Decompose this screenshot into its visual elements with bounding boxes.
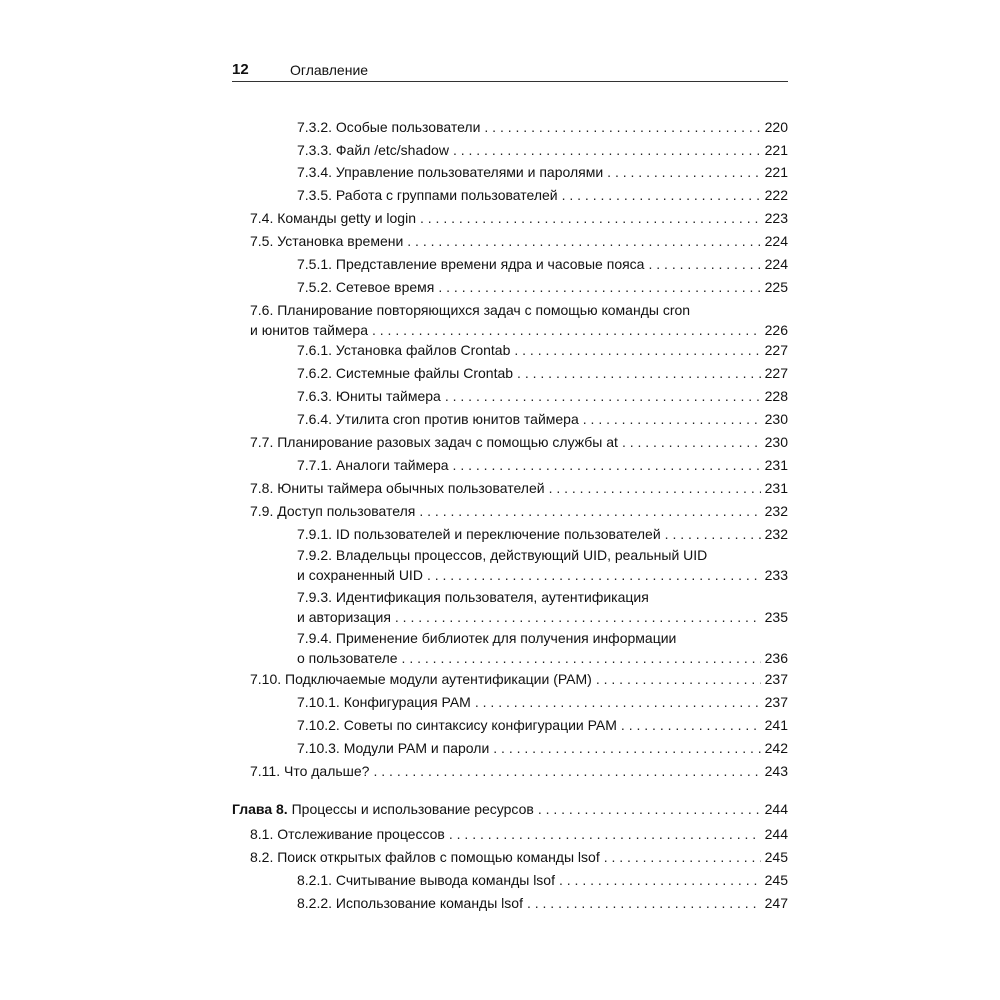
toc-entry-title-line1: 7.9.2. Владельцы процессов, действующий UID, реальный UID [297,547,708,563]
toc-entry-title-line1: 7.9.4. Применение библиотек для получения информации [297,630,677,646]
toc-page-number: 224 [764,256,788,272]
toc-entry-title: 8.2. Поиск открытых файлов с помощью команды lsof [250,849,600,865]
toc-entry [297,409,788,429]
toc-entry [250,501,788,521]
toc-entry [250,847,788,867]
toc-entry [297,162,788,182]
toc-entry [297,254,788,274]
toc-entry-title: и сохраненный UID [297,567,423,583]
toc-leader-dots [596,669,761,689]
toc-entry [297,524,788,544]
chapter-label: Глава 8. [232,801,288,817]
toc-leader-dots [604,847,761,867]
toc-page-number: 247 [764,895,788,911]
toc-leader-dots [493,738,760,758]
toc-leader-dots [621,715,761,735]
toc-entry-title: 7.6.4. Утилита cron против юнитов таймера [297,411,579,427]
toc-leader-dots [373,761,760,781]
toc-entry-title: 7.8. Юниты таймера обычных пользователей [250,480,545,496]
toc-entry [250,231,788,251]
chapter-title: Процессы и использование ресурсов [291,801,534,817]
toc-leader-dots [475,692,761,712]
toc-leader-dots [665,524,761,544]
toc-page-number: 244 [764,801,788,817]
toc-page-number: 227 [764,342,788,358]
toc-page-number: 224 [764,233,788,249]
toc-leader-dots [449,824,761,844]
toc-leader-dots [538,799,761,819]
toc-entry-title: 7.5. Установка времени [250,233,404,249]
toc-page-number: 221 [764,164,788,180]
toc-leader-dots [395,607,761,627]
toc-entry [297,715,788,735]
toc-entry [297,340,788,360]
toc-leader-dots [438,277,760,297]
toc-page-number: 230 [764,411,788,427]
toc-entry-title: 8.2.1. Считывание вывода команды lsof [297,872,555,888]
toc-entry [297,692,788,712]
toc-entry-title: 7.5.2. Сетевое время [297,279,435,295]
toc-page-number: 227 [764,365,788,381]
toc-leader-dots [407,231,760,251]
toc-leader-dots [484,117,760,137]
toc-page-number: 230 [764,434,788,450]
toc-entry-title: 8.1. Отслеживание процессов [250,826,445,842]
toc-entry [297,870,788,890]
toc-page-number: 245 [764,849,788,865]
toc-entry [297,738,788,758]
toc-entry-title-line1: 7.6. Планирование повторяющихся задач с помощью команды cron [250,302,691,318]
toc-entry [297,455,788,475]
running-title: Оглавление [290,62,369,78]
toc-page-number: 241 [764,717,788,733]
toc-entry [250,432,788,452]
toc-entry [297,893,788,913]
toc-entry [297,185,788,205]
toc-page-number: 236 [764,650,788,666]
toc-entry-title: 7.10.1. Конфигурация PAM [297,694,471,710]
toc-page-number: 233 [764,567,788,583]
toc-entry-title: 7.7. Планирование разовых задач с помощью службы at [250,434,618,450]
toc-leader-dots [420,208,761,228]
toc-entry-title: 7.10. Подключаемые модули аутентификации (PAM) [250,671,592,687]
toc-entry [297,140,788,160]
toc-page-number: 245 [764,872,788,888]
toc-page-number: 244 [764,826,788,842]
toc-entry [297,587,788,627]
toc-entry [250,208,788,228]
toc-entry [297,277,788,297]
toc-page-number: 237 [764,694,788,710]
toc-page-number: 222 [764,187,788,203]
toc-entry-title: 7.7.1. Аналоги таймера [297,457,449,473]
toc-leader-dots [583,409,761,429]
toc-entry [297,386,788,406]
toc-entry [250,824,788,844]
toc-entry [250,300,788,340]
toc-leader-dots [453,455,761,475]
toc-page-number: 221 [764,142,788,158]
toc-entry-title: 7.9. Доступ пользователя [250,503,416,519]
toc-leader-dots [562,185,761,205]
toc-entry-title: 7.3.2. Особые пользователи [297,119,481,135]
toc-page-number: 237 [764,671,788,687]
toc-entry-title [232,799,534,819]
toc-entry-title: 7.3.4. Управление пользователями и паролями [297,164,604,180]
toc-page-number: 231 [764,457,788,473]
toc-leader-dots [402,648,761,668]
toc-entry-title: о пользователе [297,650,398,666]
toc-leader-dots [445,386,761,406]
toc-leader-dots [549,478,761,498]
toc-page-number: 242 [764,740,788,756]
toc-leader-dots [648,254,760,274]
toc-entry-title: 7.10.2. Советы по синтаксису конфигурации PAM [297,717,617,733]
toc-entry-title: и юнитов таймера [250,322,368,338]
toc-entry [250,761,788,781]
toc-page-number: 220 [764,119,788,135]
toc-entry-title: 7.4. Команды getty и login [250,210,416,226]
toc-page-number: 243 [764,763,788,779]
toc-leader-dots [607,162,760,182]
toc-entry-title: 7.3.3. Файл /etc/shadow [297,142,449,158]
toc-page-number: 235 [764,609,788,625]
toc-leader-dots [559,870,761,890]
toc-entry-title: 8.2.2. Использование команды lsof [297,895,523,911]
toc-entry [297,363,788,383]
toc-entry [250,669,788,689]
toc-entry-title-line1: 7.9.3. Идентификация пользователя, аутентификация [297,589,649,605]
page-number: 12 [232,61,249,78]
toc-leader-dots [453,140,761,160]
toc-entry [250,478,788,498]
toc-entry-title: 7.5.1. Представление времени ядра и часовые пояса [297,256,645,272]
toc-leader-dots [527,893,761,913]
toc-page-number: 231 [764,480,788,496]
toc-page-number: 223 [764,210,788,226]
toc-entry [297,545,788,585]
toc-entry [297,117,788,137]
toc-entry-title: и авторизация [297,609,391,625]
toc-page-number: 232 [764,503,788,519]
toc-page-number: 228 [764,388,788,404]
toc-entry-title: 7.6.1. Установка файлов Crontab [297,342,511,358]
toc-page-number: 225 [764,279,788,295]
toc-leader-dots [517,363,761,383]
toc-chapter-entry [232,799,788,819]
toc-page-number: 232 [764,526,788,542]
toc-entry-title: 7.10.3. Модули PAM и пароли [297,740,490,756]
toc-page-number: 226 [764,322,788,338]
toc-entry-title: 7.9.1. ID пользователей и переключение пользователей [297,526,661,542]
toc-entry-title: 7.11. Что дальше? [250,763,370,779]
toc-leader-dots [622,432,761,452]
toc-leader-dots [372,320,761,340]
toc-entry-title: 7.3.5. Работа с группами пользователей [297,187,558,203]
toc-leader-dots [514,340,760,360]
toc-entry [297,628,788,668]
toc-entry-title: 7.6.3. Юниты таймера [297,388,441,404]
toc-leader-dots [427,565,761,585]
toc-leader-dots [419,501,760,521]
toc-entry-title: 7.6.2. Системные файлы Crontab [297,365,514,381]
